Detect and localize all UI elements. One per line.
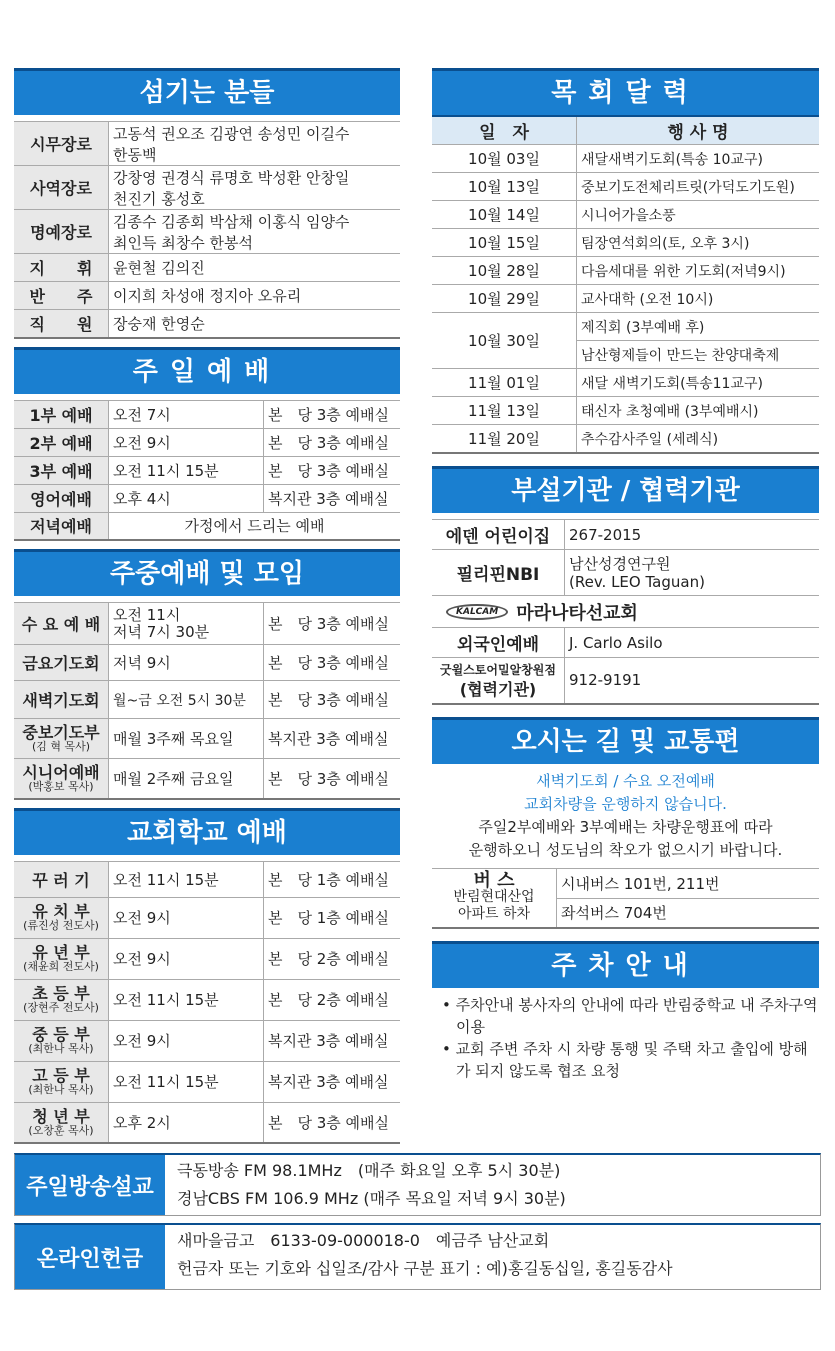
table-row [14, 681, 400, 719]
event-name: 시니어가을소풍 [577, 201, 820, 229]
label-main: 버 스 [473, 870, 515, 892]
time-line: 오전 11시 [113, 605, 181, 624]
row-time: 오전 9시 [109, 897, 264, 938]
school-table [14, 861, 400, 1145]
label-sub: 반림현대산업 [453, 889, 535, 906]
row-label [14, 897, 109, 938]
weekday-table [14, 602, 400, 800]
event-name: 태신자 초청예배 (3부예배시) [577, 397, 820, 425]
notice-line: 새벽기도회 / 수요 오전예배 [536, 771, 715, 790]
sunday-header: 주일예배 [14, 347, 400, 394]
table-row [14, 310, 400, 338]
table-row [14, 861, 400, 897]
table-row [14, 400, 400, 428]
table-row [14, 1102, 400, 1143]
row-time: 매월 2주째 금요일 [109, 759, 264, 799]
row-time: 오전 11시 15분 [109, 861, 264, 897]
row-label: 사역장로 [14, 166, 109, 210]
row-label: 직 원 [14, 310, 109, 338]
row-place: 본 당 2층 예배실 [264, 938, 401, 979]
col-date-header: 일 자 [432, 116, 577, 145]
elders-section [14, 68, 400, 339]
weekday-header: 주중예배 및 모임 [14, 549, 400, 596]
row-value: 이지희 차성애 정지아 오유리 [109, 282, 401, 310]
row-time: 오후 4시 [109, 484, 264, 512]
row-place: 복지관 3층 예배실 [264, 719, 401, 759]
broadcast-label: 주일방송설교 [15, 1155, 165, 1215]
right-column [432, 68, 819, 1090]
row-place: 복지관 3층 예배실 [264, 1061, 401, 1102]
row-label [14, 938, 109, 979]
offering-info [165, 1225, 820, 1289]
row-time [109, 603, 264, 645]
row-place: 본 당 1층 예배실 [264, 897, 401, 938]
sunday-table [14, 400, 400, 542]
row-label: 영어예배 [14, 484, 109, 512]
value-line: 고동석 권오조 김광연 송성민 이길수 [113, 124, 350, 143]
event-name: 중보기도전체리트릿(가덕도기도원) [577, 173, 820, 201]
row-place: 본 당 3층 예배실 [264, 428, 401, 456]
label-main: 시니어예배 [22, 762, 100, 782]
label-main: 유 치 부 [32, 902, 90, 921]
table-row [432, 425, 819, 454]
value-line: 최인득 최창수 한봉석 [113, 233, 253, 252]
row-label: 꾸 러 기 [14, 861, 109, 897]
row-time: 오전 9시 [109, 938, 264, 979]
row-value: J. Carlo Asilo [565, 628, 820, 658]
row-label [14, 1102, 109, 1143]
info-line: 새마을금고 6133-09-000018-0 예금주 남산교회 [177, 1231, 550, 1250]
value-line: 남산성경연구원 [569, 554, 671, 573]
value-line: (Rev. LEO Taguan) [569, 572, 705, 591]
label-sub: (류진성 전도사) [23, 919, 99, 932]
label-sub: (협력기관) [459, 680, 537, 700]
table-row [14, 122, 400, 166]
table-row [432, 173, 819, 201]
row-value: 912-9191 [565, 658, 820, 704]
label-sub: (김 혁 목사) [31, 740, 91, 753]
row-value [109, 122, 401, 166]
weekday-section [14, 549, 400, 800]
table-row [14, 428, 400, 456]
table-row [14, 1061, 400, 1102]
table-row [14, 254, 400, 282]
row-place: 복지관 3층 예배실 [264, 484, 401, 512]
time-line: 저녁 7시 30분 [113, 622, 210, 641]
row-label: 1부 예배 [14, 400, 109, 428]
row-label: 금요기도회 [14, 645, 109, 681]
row-place: 본 당 3층 예배실 [264, 759, 401, 799]
row-value [109, 210, 401, 254]
table-row [432, 257, 819, 285]
info-line: 극동방송 FM 98.1MHz (매주 화요일 오후 5시 30분) [177, 1161, 561, 1180]
row-label [14, 719, 109, 759]
row-label: 새벽기도회 [14, 681, 109, 719]
row-time: 오전 7시 [109, 400, 264, 428]
row-value: 장숭재 한영순 [109, 310, 401, 338]
label-main: 굿윌스토어밀알창원점 [440, 663, 556, 678]
label-sub: (채윤희 전도사) [23, 960, 99, 973]
row-place: 본 당 3층 예배실 [264, 400, 401, 428]
notice-line: 교회차량을 운행하지 않습니다. [524, 794, 727, 813]
notice-line: 운행하오니 성도님의 착오가 없으시기 바랍니다. [468, 840, 783, 859]
value-line: 한동백 [113, 145, 157, 164]
row-label: 외국인예배 [432, 628, 565, 658]
row-label: 3부 예배 [14, 456, 109, 484]
kalcam-name: 마라나타선교회 [516, 602, 638, 624]
row-place: 본 당 3층 예배실 [264, 681, 401, 719]
row-time: 오전 11시 15분 [109, 1061, 264, 1102]
row-value [109, 166, 401, 210]
info-line: 헌금자 또는 기호와 십일조/감사 구분 표기 : 예)홍길동십일, 홍길동감사 [177, 1259, 673, 1278]
table-row [14, 484, 400, 512]
row-place: 본 당 3층 예배실 [264, 1102, 401, 1143]
row-label: 에덴 어린이집 [432, 520, 565, 550]
row-value: 윤현철 김의진 [109, 254, 401, 282]
row-value: 가정에서 드리는 예배 [109, 512, 401, 540]
event-date: 10월 28일 [432, 257, 577, 285]
info-line: 경남CBS FM 106.9 MHz (매주 목요일 저녁 9시 30분) [177, 1189, 566, 1208]
event-name: 추수감사주일 (세례식) [577, 425, 820, 454]
event-name: 다음세대를 위한 기도회(저녁9시) [577, 257, 820, 285]
school-section [14, 808, 400, 1145]
event-name: 새달 새벽기도회(특송11교구) [577, 369, 820, 397]
table-row [14, 210, 400, 254]
event-name: 제직회 (3부예배 후) [577, 313, 820, 341]
elders-table [14, 121, 400, 339]
label-sub: (최한나 목사) [28, 1083, 94, 1096]
row-label [14, 1061, 109, 1102]
row-place: 본 당 3층 예배실 [264, 603, 401, 645]
bus-route: 시내버스 101번, 211번 [557, 868, 820, 898]
event-date: 11월 20일 [432, 425, 577, 454]
row-time: 저녁 9시 [109, 645, 264, 681]
affiliates-section [432, 466, 819, 705]
directions-section [432, 717, 819, 930]
event-date: 10월 15일 [432, 229, 577, 257]
table-row [14, 512, 400, 540]
table-row [14, 897, 400, 938]
sunday-section [14, 347, 400, 542]
label-main: 중 등 부 [32, 1025, 90, 1044]
row-time: 오전 11시 15분 [109, 456, 264, 484]
table-row [14, 645, 400, 681]
label-main: 고 등 부 [32, 1066, 90, 1085]
table-row [432, 285, 819, 313]
offering-bar [14, 1223, 821, 1290]
calendar-table [432, 115, 819, 454]
row-label [14, 1020, 109, 1061]
row-label: 지 휘 [14, 254, 109, 282]
table-row [432, 313, 819, 341]
value-line: 강창영 권경식 류명호 박성환 안창일 [113, 168, 350, 187]
event-name: 교사대학 (오전 10시) [577, 285, 820, 313]
table-row [14, 1020, 400, 1061]
event-date: 10월 29일 [432, 285, 577, 313]
event-name: 새달새벽기도회(특송 10교구) [577, 145, 820, 173]
col-event-header: 행 사 명 [577, 116, 820, 145]
list-item: • 주차안내 봉사자의 안내에 따라 반림중학교 내 주차구역 이용 [442, 996, 818, 1036]
parking-header: 주차안내 [432, 941, 819, 988]
table-row [432, 628, 819, 658]
event-date: 10월 14일 [432, 201, 577, 229]
left-column [14, 68, 400, 1152]
row-time: 오전 9시 [109, 1020, 264, 1061]
parking-list [442, 994, 819, 1082]
row-label [432, 658, 565, 704]
row-time: 오후 2시 [109, 1102, 264, 1143]
row-time: 월~금 오전 5시 30분 [109, 681, 264, 719]
event-name: 남산형제들이 만드는 찬양대축제 [577, 341, 820, 369]
value-line: 천진기 홍성호 [113, 189, 205, 208]
table-row [14, 979, 400, 1020]
affiliates-table [432, 519, 819, 705]
label-main: 유 년 부 [32, 943, 90, 962]
kalcam-row [432, 596, 819, 628]
table-row [432, 397, 819, 425]
row-place: 본 당 3층 예배실 [264, 456, 401, 484]
value-line: 김종수 김종회 박삼채 이홍식 임양수 [113, 212, 350, 231]
broadcast-info [165, 1155, 820, 1215]
school-header: 교회학교 예배 [14, 808, 400, 855]
event-date: 11월 01일 [432, 369, 577, 397]
label-main: 청 년 부 [32, 1106, 90, 1126]
table-row [432, 658, 819, 704]
row-place: 본 당 3층 예배실 [264, 645, 401, 681]
label-sub: (장현주 전도사) [23, 1001, 99, 1014]
row-label: 필리핀NBI [432, 550, 565, 596]
row-label: 2부 예배 [14, 428, 109, 456]
row-label: 저녁예배 [14, 512, 109, 540]
event-date: 10월 13일 [432, 173, 577, 201]
bus-table [432, 868, 819, 930]
table-row [432, 201, 819, 229]
label-sub: 아파트 하차 [457, 906, 531, 923]
row-time: 오전 9시 [109, 428, 264, 456]
bus-label [432, 868, 557, 928]
table-header-row [432, 116, 819, 145]
table-row [14, 456, 400, 484]
table-row [432, 550, 819, 596]
label-main: 초 등 부 [32, 984, 90, 1003]
row-value: 267-2015 [565, 520, 820, 550]
event-date: 10월 30일 [432, 313, 577, 369]
row-value [565, 550, 820, 596]
directions-note [432, 770, 819, 862]
row-place: 복지관 3층 예배실 [264, 1020, 401, 1061]
offering-label: 온라인헌금 [15, 1225, 165, 1289]
row-label: 명예장로 [14, 210, 109, 254]
table-row [432, 369, 819, 397]
label-sub: (최한나 목사) [28, 1042, 94, 1055]
table-row [14, 282, 400, 310]
row-time: 매월 3주째 목요일 [109, 719, 264, 759]
calendar-header: 목회달력 [432, 68, 819, 115]
table-row [14, 603, 400, 645]
row-label [14, 759, 109, 799]
event-date: 11월 13일 [432, 397, 577, 425]
table-row [14, 938, 400, 979]
bus-route: 좌석버스 704번 [557, 898, 820, 928]
notice-line: 주일2부예배와 3부예배는 차량운행표에 따라 [478, 817, 773, 836]
table-row [432, 868, 819, 898]
table-row [432, 520, 819, 550]
row-label [14, 979, 109, 1020]
list-item: • 교회 주변 주차 시 차량 통행 및 주택 차고 출입에 방해가 되지 않도록 협조 요청 [442, 1040, 808, 1080]
table-row [432, 596, 819, 628]
affiliates-header: 부설기관 / 협력기관 [432, 466, 819, 513]
event-date: 10월 03일 [432, 145, 577, 173]
row-place: 본 당 2층 예배실 [264, 979, 401, 1020]
row-label: 반 주 [14, 282, 109, 310]
row-label: 시무장로 [14, 122, 109, 166]
table-row [432, 229, 819, 257]
label-sub: (오창훈 목사) [28, 1123, 94, 1137]
label-main: 중보기도부 [22, 723, 100, 742]
kalcam-logo-icon: KALCAM [446, 604, 508, 620]
row-place: 본 당 1층 예배실 [264, 861, 401, 897]
table-row [14, 759, 400, 799]
table-row [14, 166, 400, 210]
parking-section [432, 941, 819, 1082]
table-row [432, 145, 819, 173]
event-name: 팀장연석회의(토, 오후 3시) [577, 229, 820, 257]
elders-header: 섬기는 분들 [14, 68, 400, 115]
row-time: 오전 11시 15분 [109, 979, 264, 1020]
label-sub: (박홍보 목사) [28, 779, 94, 793]
row-label: 수 요 예 배 [14, 603, 109, 645]
table-row [14, 719, 400, 759]
calendar-section [432, 68, 819, 454]
broadcast-bar [14, 1153, 821, 1216]
directions-header: 오시는 길 및 교통편 [432, 717, 819, 764]
